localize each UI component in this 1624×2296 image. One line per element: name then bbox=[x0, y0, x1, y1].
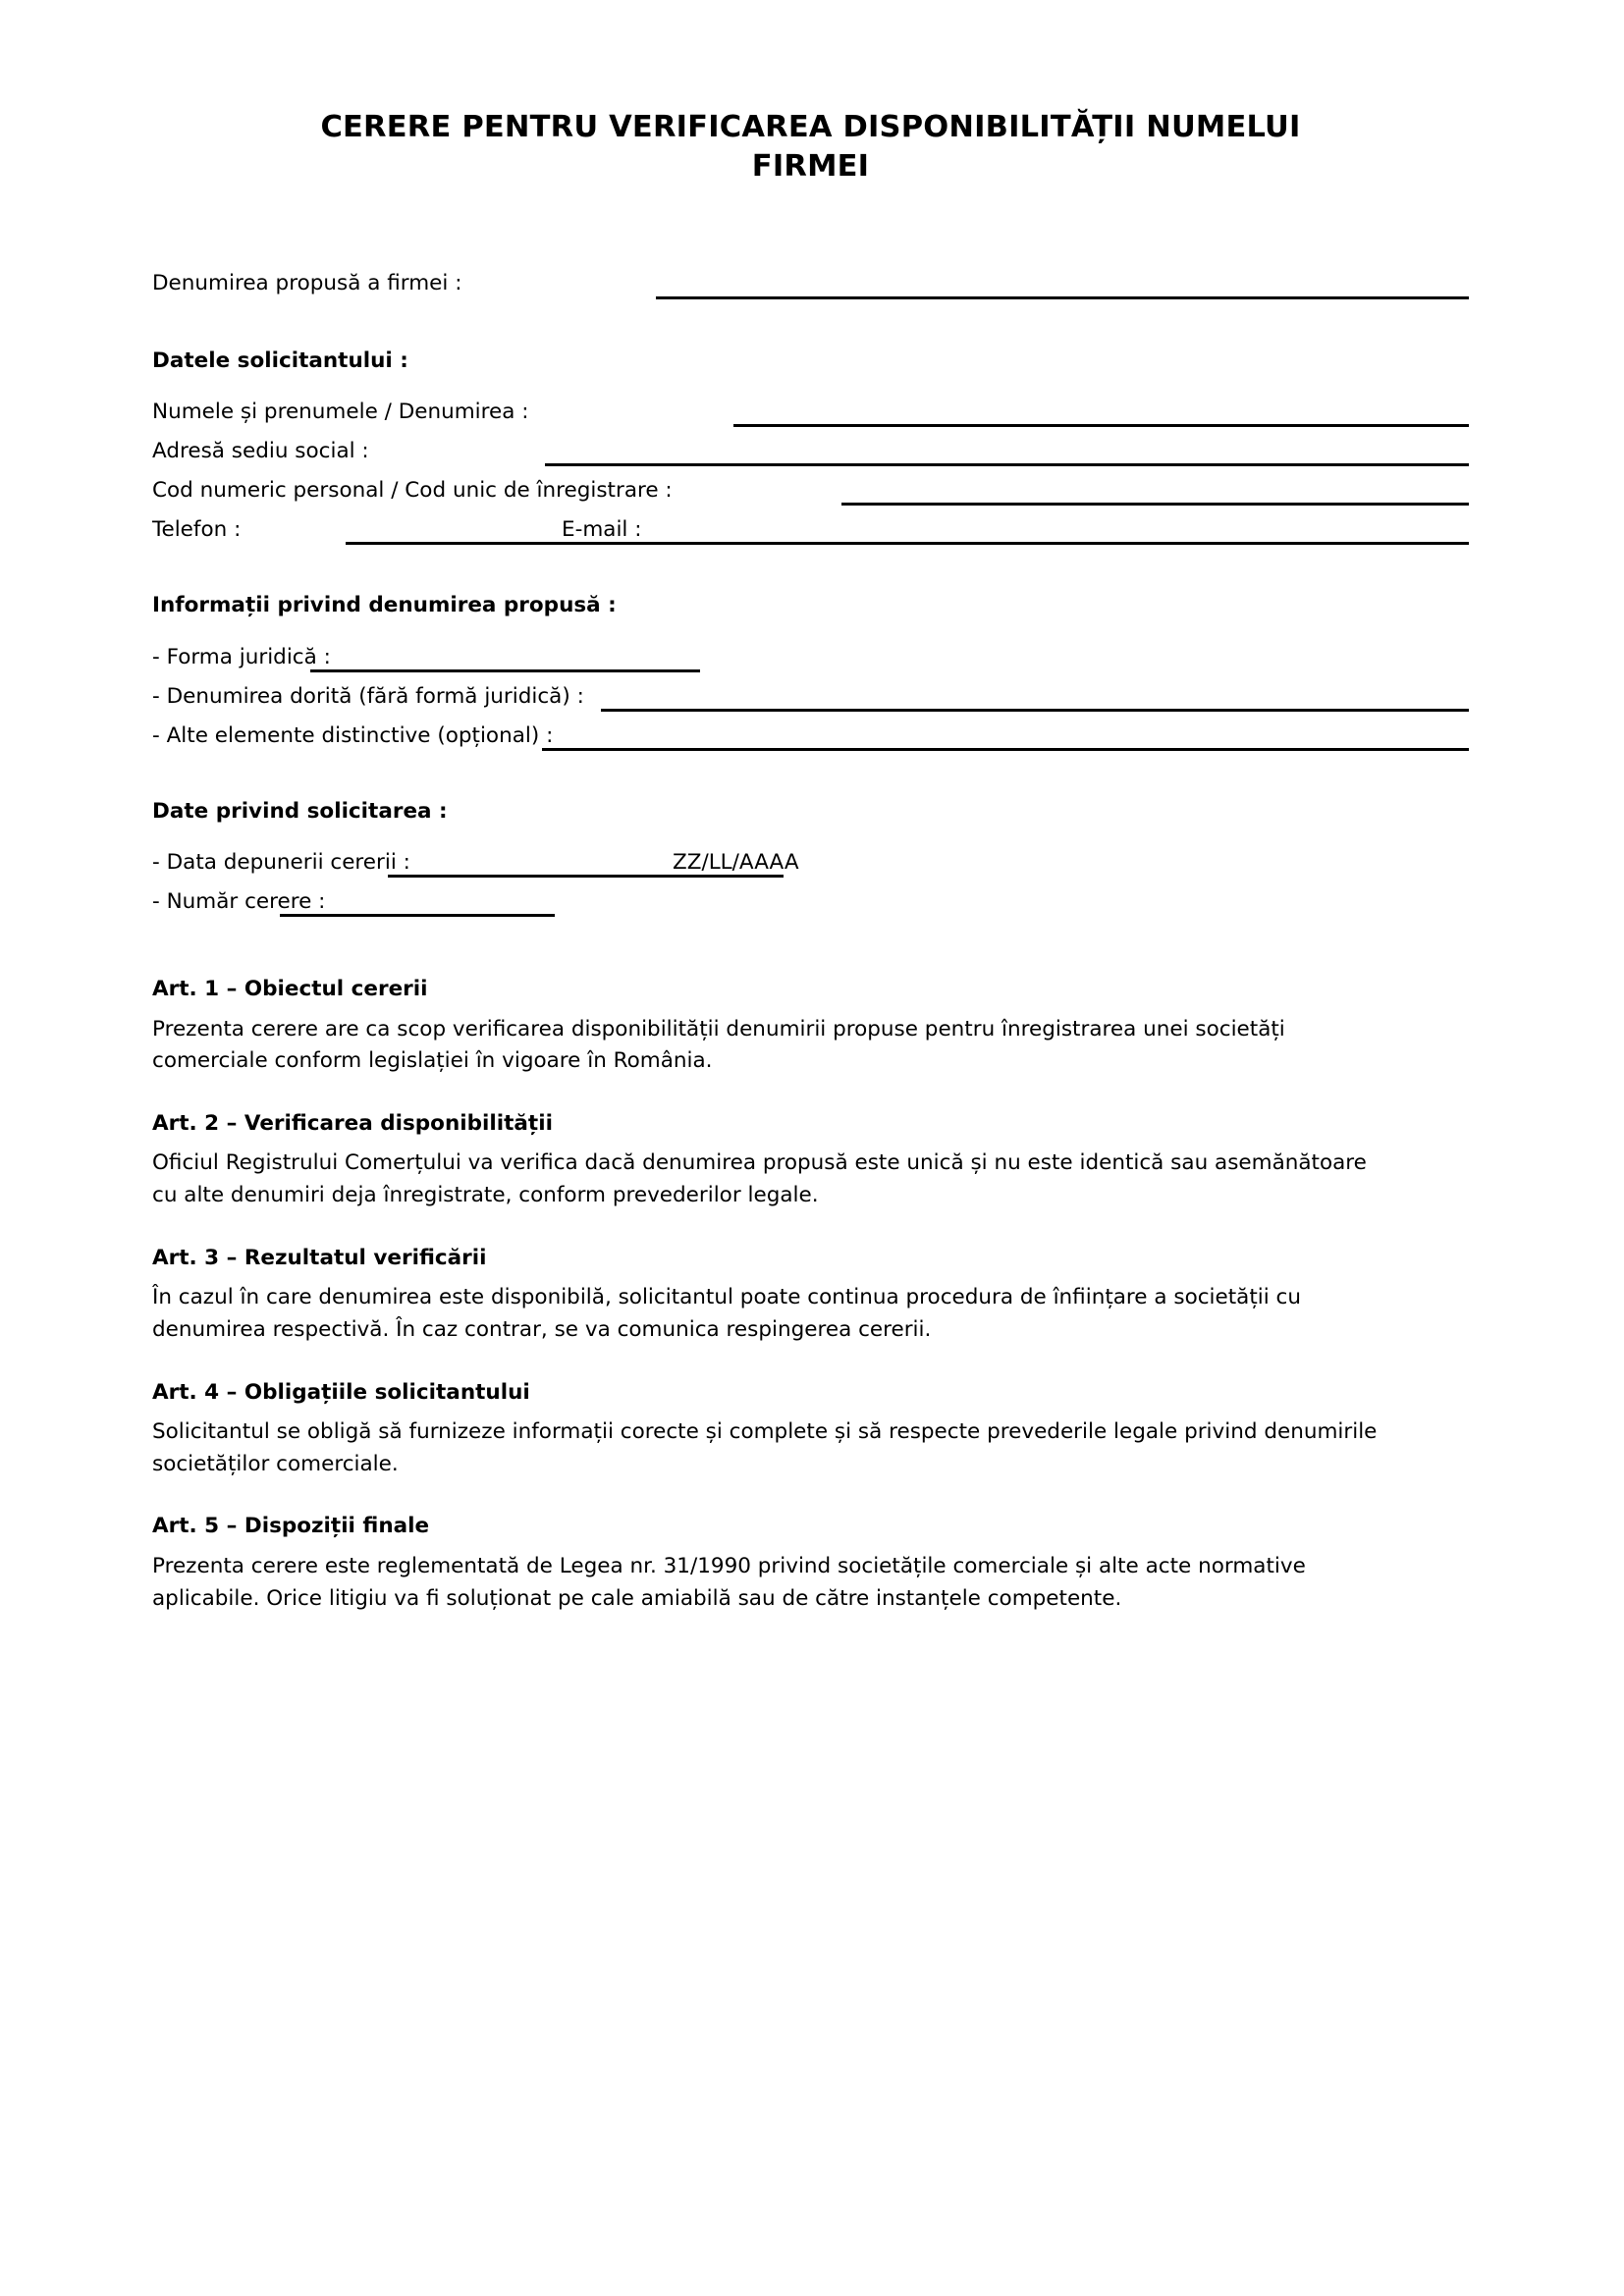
applicant-name-label: Numele și prenumele / Denumirea : bbox=[152, 400, 529, 424]
field-row-request-date bbox=[152, 843, 1469, 882]
article-separator-3 bbox=[152, 1347, 1469, 1382]
article-separator-1 bbox=[152, 1078, 1469, 1113]
page-title bbox=[152, 0, 1469, 187]
spacer-before-applicant bbox=[152, 305, 1469, 350]
field-row-distinctive-elements bbox=[152, 717, 1469, 756]
proposed-name-label: Denumirea propusă a firmei : bbox=[152, 270, 462, 295]
field-row-request-number bbox=[152, 882, 1469, 922]
request-section-heading: Date privind solicitarea : bbox=[152, 798, 448, 824]
applicant-id-code-label: Cod numeric personal / Cod unic de înregistrare : bbox=[152, 478, 673, 503]
field-row-phone-email bbox=[152, 510, 1469, 550]
article-separator-2 bbox=[152, 1212, 1469, 1248]
article-3-body: În cazul în care denumirea este disponibilă, solicitantul poate continua procedura de înființare a societății cu denumirea respectivă. În caz contrar, se va comunica respingerea cererii. bbox=[152, 1285, 1302, 1342]
article-3 bbox=[152, 1245, 1469, 1347]
applicant-address-input-rule[interactable] bbox=[545, 463, 1469, 466]
distinctive-elements-input-rule[interactable] bbox=[542, 748, 1469, 751]
request-date-label: - Data depunerii cererii : bbox=[152, 850, 410, 875]
request-date-format-hint: ZZ/LL/AAAA bbox=[673, 850, 799, 875]
field-row-proposed-name bbox=[152, 264, 1469, 305]
proposed-name-input-rule[interactable] bbox=[656, 296, 1469, 299]
spacer-applicant-heading bbox=[152, 371, 1469, 393]
article-5 bbox=[152, 1516, 1469, 1615]
request-number-label: - Număr cerere : bbox=[152, 889, 326, 914]
legal-form-label: - Forma juridică : bbox=[152, 644, 331, 669]
field-row-applicant-id-code bbox=[152, 471, 1469, 510]
distinctive-elements-label: - Alte elemente distinctive (opțional) : bbox=[152, 722, 554, 748]
page-title-line-2: FIRMEI bbox=[751, 149, 870, 185]
email-label: E-mail : bbox=[562, 517, 642, 542]
article-4 bbox=[152, 1379, 1469, 1481]
article-1-title: Art. 1 – Obiectul cererii bbox=[152, 977, 428, 1001]
spacer-after-title bbox=[152, 187, 1469, 264]
phone-label: Telefon : bbox=[152, 517, 242, 542]
article-2-title: Art. 2 – Verificarea disponibilității bbox=[152, 1110, 553, 1136]
applicant-section-heading: Datele solicitantului : bbox=[152, 347, 408, 373]
article-4-body: Solicitantul se obligă să furnizeze informații corecte și complete și să respecte prevederile legale privind denumirile societăților comerciale. bbox=[152, 1419, 1378, 1476]
request-number-input-rule[interactable] bbox=[280, 914, 555, 917]
email-input-rule[interactable] bbox=[690, 542, 1469, 545]
field-row-applicant-address bbox=[152, 432, 1469, 471]
applicant-id-code-input-rule[interactable] bbox=[841, 503, 1469, 506]
article-4-title: Art. 4 – Obligațiile solicitantului bbox=[152, 1379, 530, 1405]
desired-name-label: - Denumirea dorită (fără formă juridică) : bbox=[152, 683, 584, 709]
phone-input-rule[interactable] bbox=[346, 542, 695, 545]
name-info-section-heading: Informații privind denumirea propusă : bbox=[152, 593, 617, 617]
article-separator-4 bbox=[152, 1480, 1469, 1516]
article-5-title: Art. 5 – Dispoziții finale bbox=[152, 1514, 430, 1539]
page-title-line-1: CERERE PENTRU VERIFICAREA DISPONIBILITĂȚII NUMELUI bbox=[320, 110, 1301, 144]
desired-name-input-rule[interactable] bbox=[601, 709, 1469, 712]
spacer-name-info-heading bbox=[152, 616, 1469, 638]
article-1 bbox=[152, 979, 1469, 1078]
spacer-before-articles bbox=[152, 922, 1469, 979]
applicant-address-label: Adresă sediu social : bbox=[152, 439, 369, 463]
article-1-body: Prezenta cerere are ca scop verificarea disponibilității denumirii propuse pentru înregistrarea unei societăți comerciale conform legislației în vigoare în România. bbox=[152, 1016, 1285, 1074]
field-row-desired-name bbox=[152, 677, 1469, 717]
field-row-legal-form bbox=[152, 638, 1469, 677]
spacer-before-name-info bbox=[152, 550, 1469, 595]
spacer-before-request bbox=[152, 756, 1469, 801]
spacer-request-heading bbox=[152, 822, 1469, 843]
article-2 bbox=[152, 1110, 1469, 1212]
article-2-body: Oficiul Registrului Comerțului va verifica dacă denumirea propusă este unică și nu este identică sau asemănătoare cu alte denumiri deja înregistrate, conform prevederilor legale. bbox=[152, 1150, 1367, 1208]
document-content bbox=[152, 0, 1469, 1615]
article-5-body: Prezenta cerere este reglementată de Legea nr. 31/1990 privind societățile comerciale și alte acte normative aplicabile. Orice litigiu va fi soluționat pe cale amiabilă sau de către instanțele competente. bbox=[152, 1553, 1306, 1611]
field-row-applicant-name bbox=[152, 393, 1469, 432]
applicant-name-input-rule[interactable] bbox=[733, 424, 1469, 427]
legal-form-input-rule[interactable] bbox=[310, 669, 700, 672]
article-3-title: Art. 3 – Rezultatul verificării bbox=[152, 1245, 487, 1270]
